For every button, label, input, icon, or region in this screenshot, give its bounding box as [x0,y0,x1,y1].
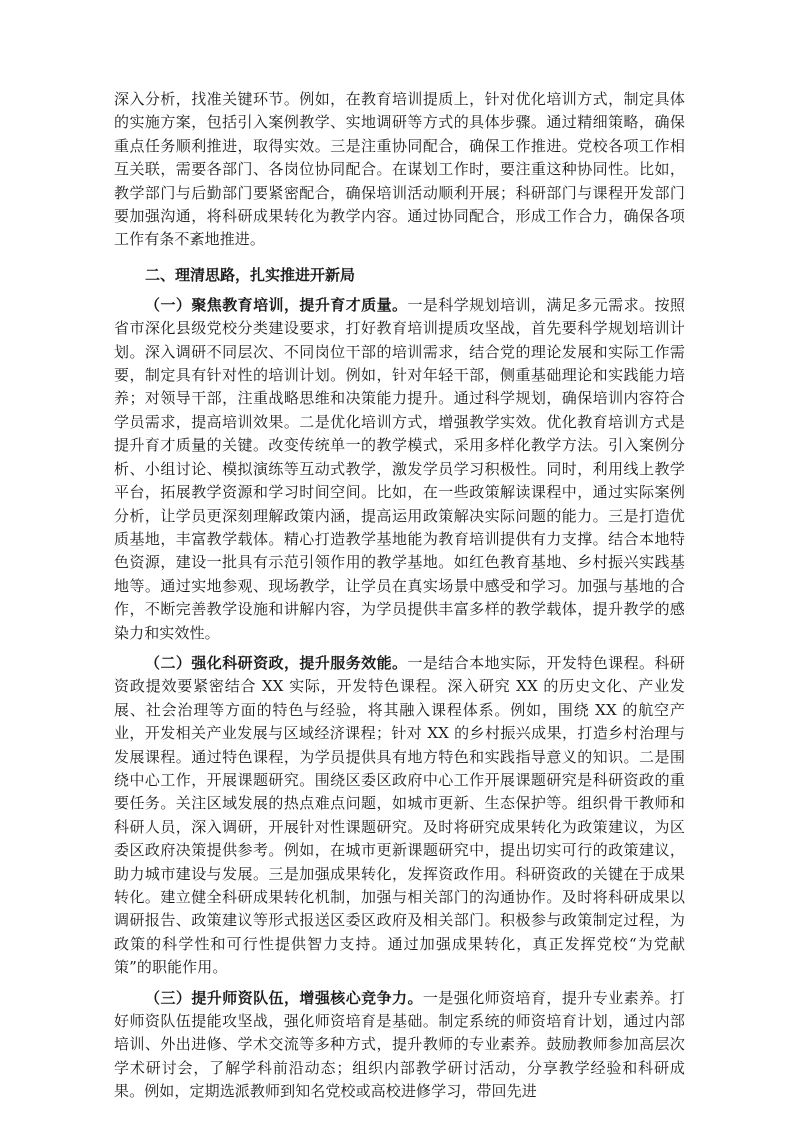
subsection-paragraph-1 [114,294,685,645]
subsection-title-2: （二）强化科研资政，提升服务效能。 [145,653,408,672]
subsection-title-3: （三）提升师资队伍，增强核心竞争力。 [145,988,423,1007]
subsection-paragraph-3 [114,987,685,1104]
section-heading: 二、理清思路，扎实推进开新局 [145,265,356,284]
subsection-body-1: 一是科学规划培训，满足多元需求。按照省市深化县级党校分类建设要求，打好教育培训提质攻坚战，首先要科学规划培训计划。深入调研不同层次、不同岗位干部的培训需求，结合党的理论发展和实际工作需要，制定具有针对性的培训计划。例如，针对年轻干部，侧重基础理论和实践能力培养；对领导干部，注重战略思维和决策能力提升。通过科学规划，确保培训内容符合学员需求，提高培训效果。二是优化培训方式，增强教学实效。优化教育培训方式是提升育才质量的关键。改变传统单一的教学模式，采用多样化教学方法。引入案例分析、小组讨论、模拟演练等互动式教学，激发学员学习积极性。同时，利用线上教学平台，拓展教学资源和学习时间空间。比如，在一些政策解读课程中，通过实际案例分析，让学员更深刻理解政策内涵，提高运用政策解决实际问题的能力。三是打造优质基地，丰富教学载体。精心打造教学基地能为教育培训提供有力支撑。结合本地特色资源，建设一批具有示范引领作用的教学基地。如红色教育基地、乡村振兴实践基地等。通过实地参观、现场教学，让学员在真实场景中感受和学习。加强与基地的合作，不断完善教学设施和讲解内容，为学员提供丰富多样的教学载体，提升教学的感染力和实效性。 [114,295,685,642]
subsection-paragraph-2 [114,652,685,980]
document-page [114,88,685,1104]
intro-paragraph: 深入分析，找准关键环节。例如，在教育培训提质上，针对优化培训方式，制定具体的实施方案，包括引入案例教学、实地调研等方式的具体步骤。通过精细策略，确保重点任务顺利推进，取得实效。三是注重协同配合，确保工作推进。党校各项工作相互关联，需要各部门、各岗位协同配合。在谋划工作时，要注重这种协同性。比如，教学部门与后勤部门要紧密配合，确保培训活动顺利开展；科研部门与课程开发部门要加强沟通，将科研成果转化为教学内容。通过协同配合，形成工作合力，确保各项工作有条不紊地推进。 [114,90,685,249]
subsection-body-2: 一是结合本地实际，开发特色课程。科研资政提效要紧密结合 XX 实际，开发特色课程。深入研究 XX 的历史文化、产业发展、社会治理等方面的特色与经验，将其融入课程体系。例如，围绕 XX 的航空产业，开发相关产业发展与区域经济课程；针对 XX 的乡村振兴成果，打造乡村治理与发展课程。通过特色课程，为学员提供具有地方特色和实践指导意义的知识。二是围绕中心工作，开展课题研究。围绕区委区政府中心工作开展课题研究是科研资政的重要任务。关注区域发展的热点难点问题，如城市更新、生态保护等。组织骨干教师和科研人员，深入调研，开展针对性课题研究。及时将研究成果转化为政策建议，为区委区政府决策提供参考。例如，在城市更新课题研究中，提出切实可行的政策建议，助力城市建设与发展。三是加强成果转化，发挥资政作用。科研资政的关键在于成果转化。建立健全科研成果转化机制，加强与相关部门的沟通协作。及时将科研成果以调研报告、政策建议等形式报送区委区政府及相关部门。积极参与政策制定过程，为政策的科学性和可行性提供智力支持。通过加强成果转化，真正发挥党校“为党献策”的职能作用。 [114,653,685,977]
subsection-body-3: 一是强化师资培育，提升专业素养。打好师资队伍提能攻坚战，强化师资培育是基础。制定系统的师资培育计划，通过内部培训、外出进修、学术交流等多种方式，提升教师的专业素养。鼓励教师参加高层次学术研讨会，了解学科前沿动态；组织内部教学研讨活动，分享教学经验和科研成果。例如，定期选派教师到知名党校或高校进修学习，带回先进 [114,988,685,1101]
subsection-title-1: （一）聚焦教育培训，提升育才质量。 [145,295,408,314]
